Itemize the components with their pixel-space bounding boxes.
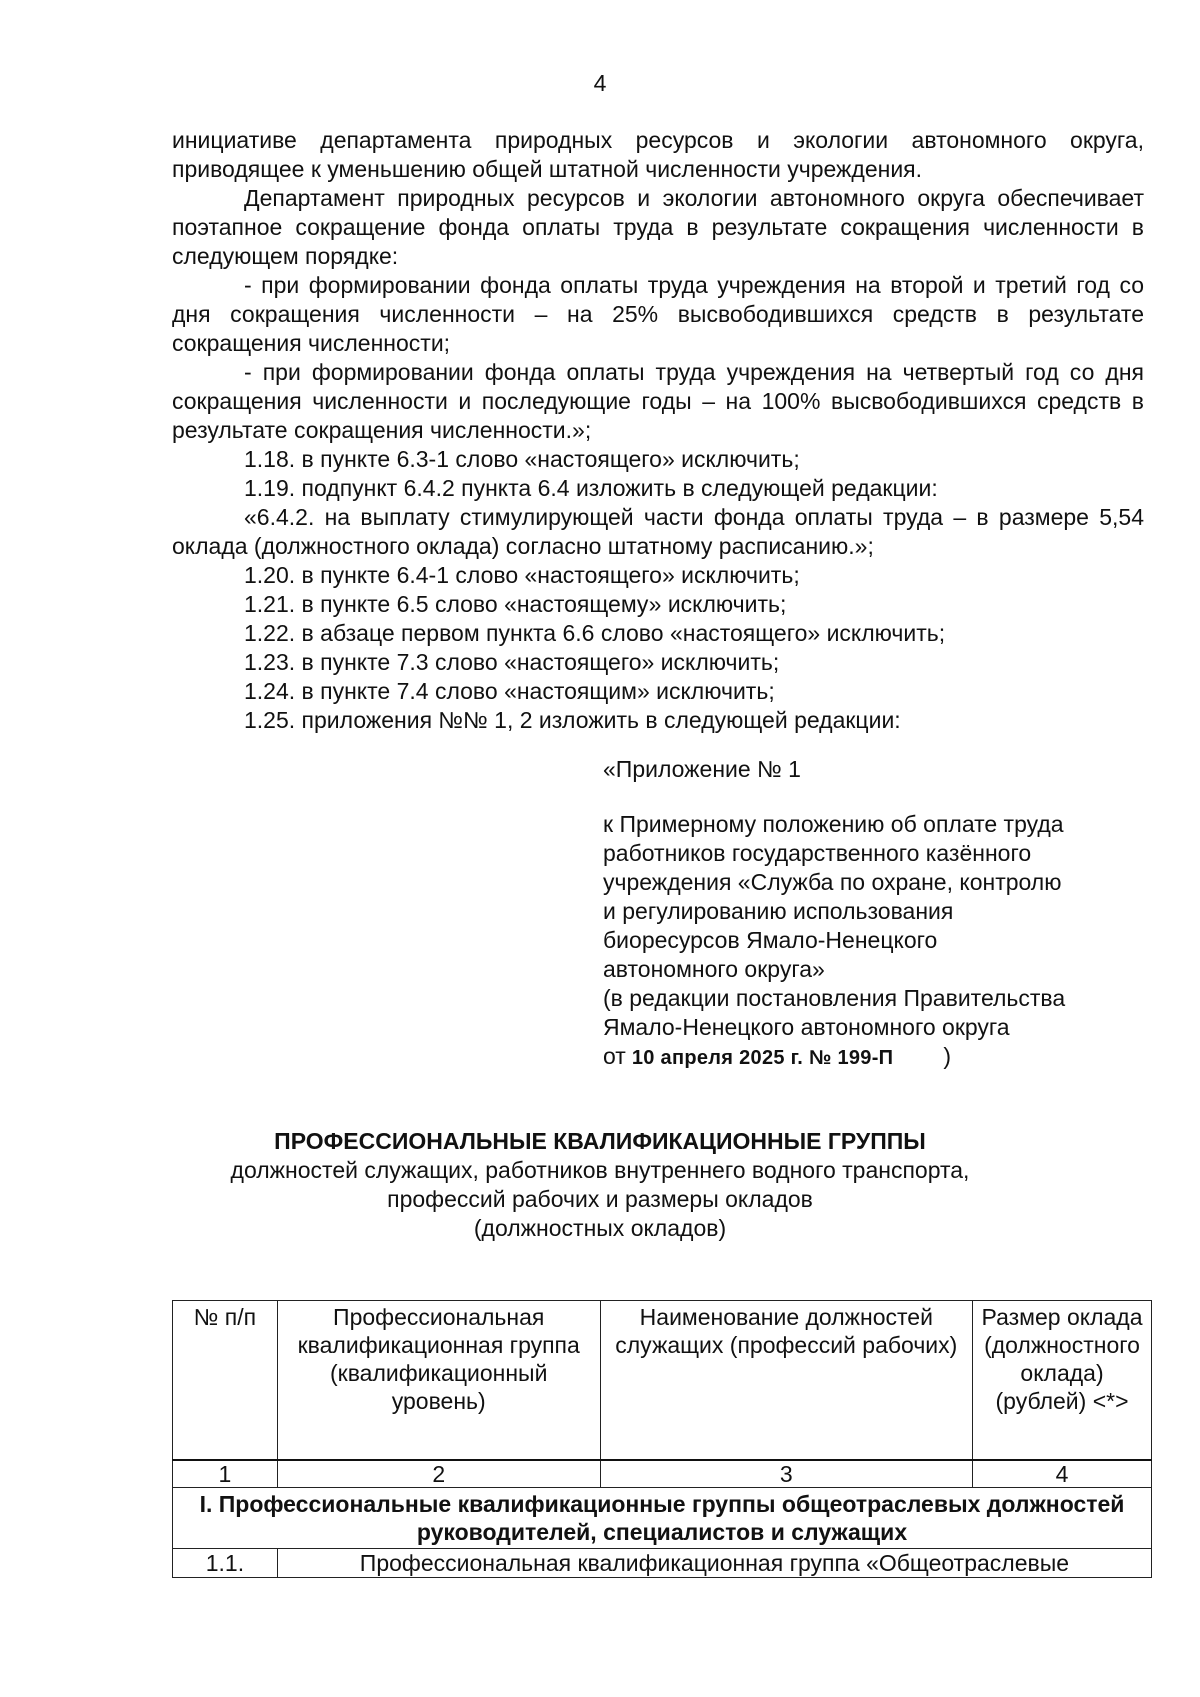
paragraph-budget-reduction: Департамент природных ресурсов и экологии автономного округа обеспечивает поэтапное сокращение фонда оплаты труда в результате сокращения численности в следующем порядке: [172,185,1144,269]
item-1-22: 1.22. в абзаце первом пункта 6.6 слово «настоящего» исключить; [244,620,946,646]
table-row [173,1548,1152,1577]
item-1-25: 1.25. приложения №№ 1, 2 изложить в следующей редакции: [244,707,901,733]
title-heading: ПРОФЕССИОНАЛЬНЫЕ КВАЛИФИКАЦИОННЫЕ ГРУППЫ [274,1128,926,1154]
appendix-line: биоресурсов Ямало-Ненецкого [603,927,938,953]
appendix-block [603,755,1163,1073]
column-number: 4 [973,1460,1152,1488]
item-1-21: 1.21. в пункте 6.5 слово «настоящему» исключить; [244,591,787,617]
title-subline: профессий рабочих и размеры окладов [387,1186,813,1212]
body-text [172,126,1144,735]
quoted-6-4-2: «6.4.2. на выплату стимулирующей части фонда оплаты труда – в размере 5,54 оклада (должностного оклада) согласно штатному расписанию.»; [172,504,1144,559]
header-cell-number: № п/п [173,1301,278,1460]
table-header-row [173,1301,1152,1460]
appendix-heading: «Приложение № 1 [603,756,801,782]
salary-table [172,1300,1152,1578]
table-section-row [173,1487,1152,1548]
page-number: 4 [593,70,607,96]
appendix-line: работников государственного казённого [603,840,1032,866]
title-subline: должностей служащих, работников внутреннего водного транспорта, [230,1157,970,1183]
decree-prefix: от [603,1043,626,1069]
document-title [0,1127,1200,1243]
decree-line [603,1042,1163,1073]
appendix-line: к Примерному положению об оплате труда [603,811,1064,837]
row-text: Профессиональная квалификационная группа «Общеотраслевые [277,1548,1151,1577]
column-number: 2 [277,1460,600,1488]
section-title: I. Профессиональные квалификационные группы общеотраслевых должностей руководителей, специалистов и служащих [173,1487,1152,1548]
title-subline: (должностных окладов) [473,1215,727,1241]
item-1-20: 1.20. в пункте 6.4-1 слово «настоящего» исключить; [244,562,800,588]
header-cell-salary: Размер оклада (должностного оклада) (рублей) <*> [973,1301,1152,1460]
appendix-line: (в редакции постановления Правительства [603,985,1066,1011]
header-cell-positions: Наименование должностей служащих (профессий рабочих) [600,1301,972,1460]
item-1-24: 1.24. в пункте 7.4 слово «настоящим» исключить; [244,678,775,704]
column-number: 3 [600,1460,972,1488]
appendix-line: и регулированию использования [603,898,954,924]
appendix-line: Ямало-Ненецкого автономного округа [603,1014,1010,1040]
item-1-18: 1.18. в пункте 6.3-1 слово «настоящего» исключить; [244,446,800,472]
header-cell-group: Профессиональная квалификационная группа (квалификационный уровень) [277,1301,600,1460]
row-number: 1.1. [173,1548,278,1577]
item-1-19: 1.19. подпункт 6.4.2 пункта 6.4 изложить в следующей редакции: [244,475,938,501]
item-1-23: 1.23. в пункте 7.3 слово «настоящего» исключить; [244,649,780,675]
paragraph-second-third-year: - при формировании фонда оплаты труда учреждения на второй и третий год со дня сокращения численности – на 25% высвободившихся средств в результате сокращения численности; [172,272,1144,356]
appendix-line: учреждения «Служба по охране, контролю [603,869,1062,895]
paragraph-continuation: инициативе департамента природных ресурсов и экологии автономного округа, приводящее к уменьшению общей штатной численности учреждения. [172,127,1144,182]
appendix-line: автономного округа» [603,956,825,982]
decree-date: 10 апреля 2025 г. № 199-П [631,1047,894,1069]
table-column-numbers-row [173,1460,1152,1488]
column-number: 1 [173,1460,278,1488]
paragraph-fourth-year: - при формировании фонда оплаты труда учреждения на четвертый год со дня сокращения численности и последующие годы – на 100% высвободившихся средств в результате сокращения численности.»; [172,359,1144,443]
decree-suffix: ) [943,1043,952,1069]
